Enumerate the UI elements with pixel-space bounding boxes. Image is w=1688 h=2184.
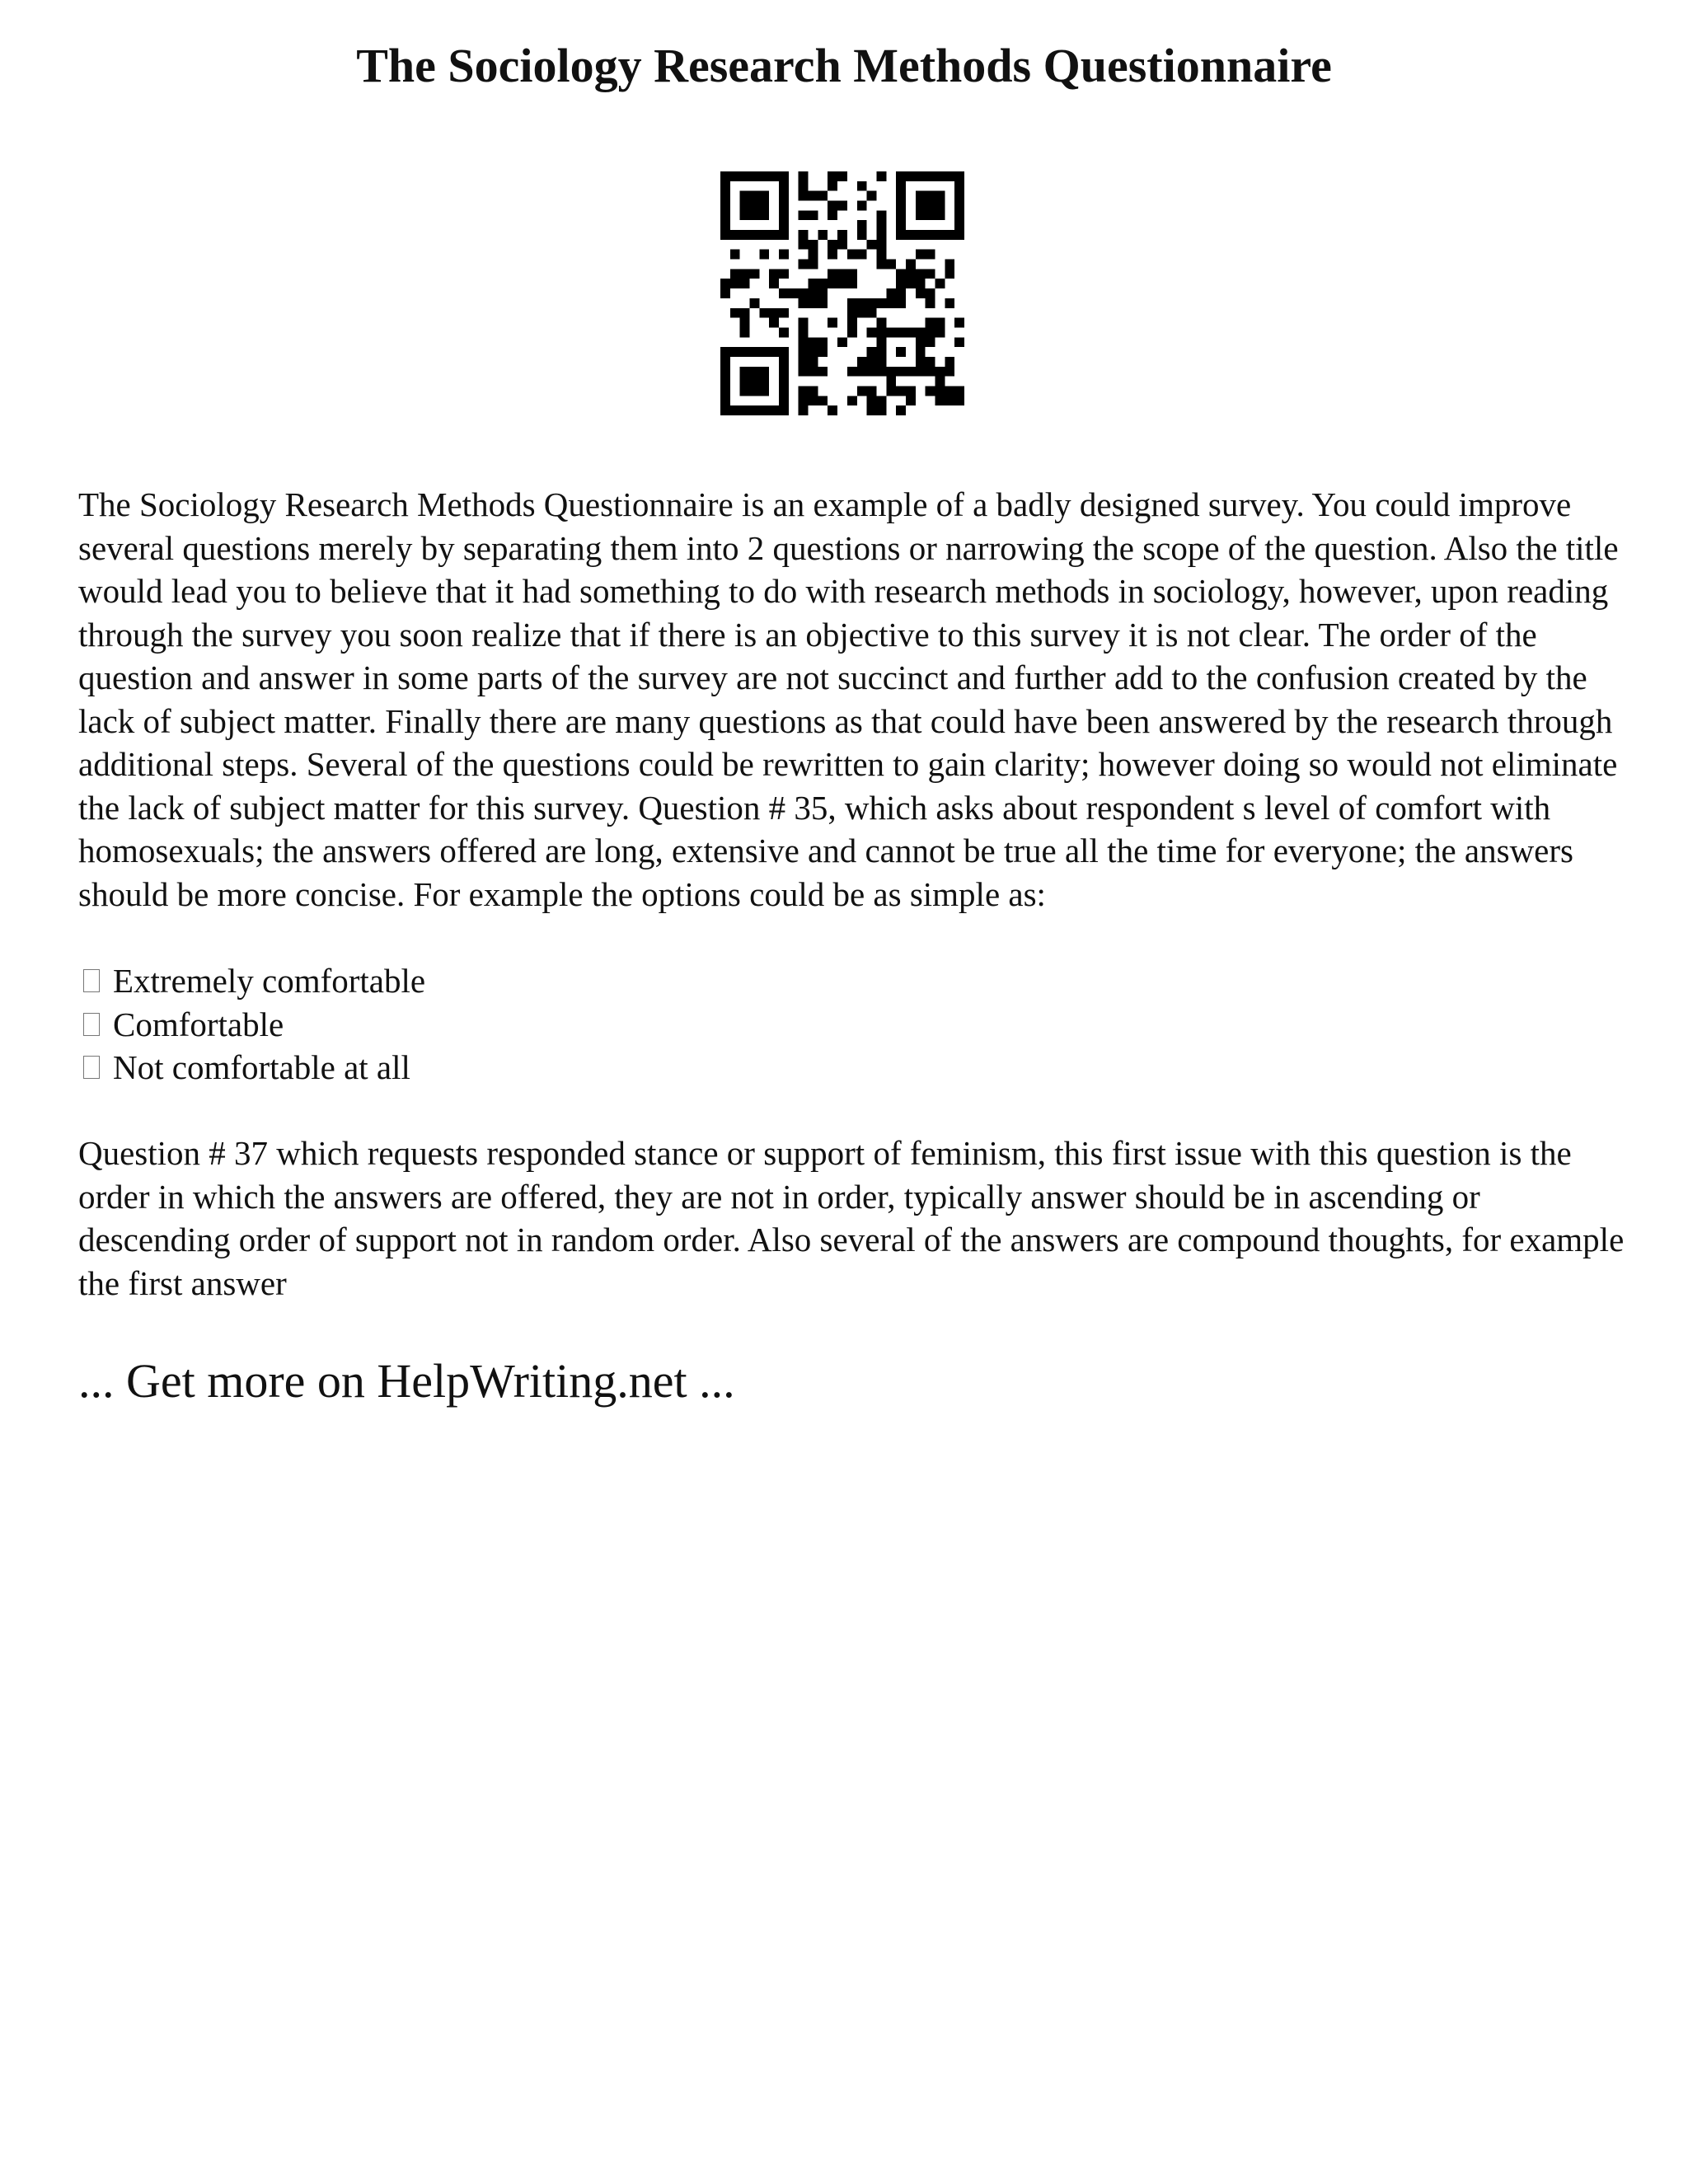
answer-option	[78, 959, 1067, 1003]
answer-option	[78, 1046, 1067, 1090]
checkbox-icon	[83, 1056, 100, 1079]
answer-options-list	[78, 959, 1067, 1090]
answer-option-label: Not comfortable at all	[113, 1048, 410, 1086]
qr-code	[720, 171, 964, 415]
document-title: The Sociology Research Methods Questionnaire	[356, 39, 1332, 92]
answer-option	[78, 1003, 1067, 1047]
get-more-link[interactable]: ... Get more on HelpWriting.net ...	[78, 1354, 735, 1408]
answer-option-label: Comfortable	[113, 1005, 284, 1043]
second-paragraph: Question # 37 which requests responded stance or support of feminism, this first issue with this question is the order in which the answers are offered, they are not in order, typically answer should be in ascending or descending order of support not in random order. Also several of the answers are compound thoughts, for example the first answer	[78, 1134, 1625, 1302]
intro-paragraph: The Sociology Research Methods Questionnaire is an example of a badly designed survey. You could improve several questions merely by separating them into 2 questions or narrowing the scope of the question. Also the title would lead you to believe that it had something to do with research methods in sociology, however, upon reading through the survey you soon realize that if there is an objective to this survey it is not clear. The order of the question and answer in some parts of the survey are not succinct and further add to the confusion created by the lack of subject matter. Finally there are many questions as that could have been answered by the research through additional steps. Several of the questions could be rewritten to gain clarity; however doing so would not eliminate the lack of subject matter for this survey. Question # 35, which asks about respondent s level of comfort with homosexuals; the answers offered are long, extensive and cannot be true all the time for everyone; the answers should be more concise. For example the options could be as simple as:	[78, 485, 1619, 913]
checkbox-icon	[83, 969, 100, 992]
answer-option-label: Extremely comfortable	[113, 962, 426, 1000]
checkbox-icon	[83, 1013, 100, 1036]
qr-code-icon	[720, 171, 964, 415]
